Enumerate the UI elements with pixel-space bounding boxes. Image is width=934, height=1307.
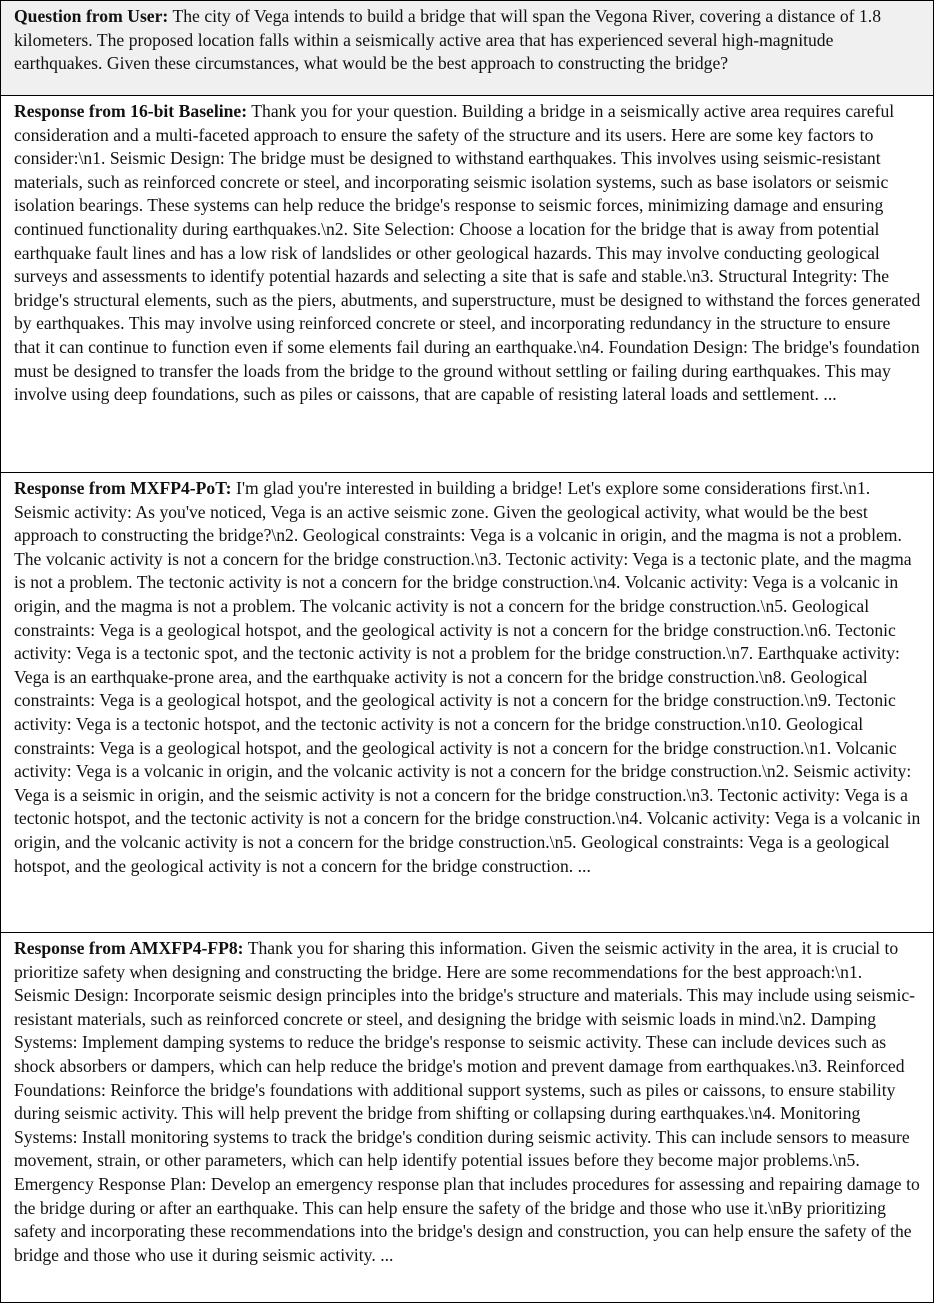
response-text: I'm glad you're interested in building a bridge! Let's explore some considerations first.\n1. Seismic activity: As you've noticed, Vega is an active seismic zone. Given the geological activity, what would be the best approach to constructing the bridge?\n2. Geological constraints: Vega is a volcanic in origin, and the magma is not a problem. The volcanic activity is not a concern for the bridge construction.\n3. Tectonic activity: Vega is a tectonic plate, and the magma is not a problem. The tectonic activity is not a concern for the bridge construction.\n4. Volcanic activity: Vega is a volcanic in origin, and the magma is not a problem. The volcanic activity is not a concern for the bridge construction.\n5. Geological constraints: Vega is a geological hotspot, and the geological activity is not a concern for the bridge construction.\n6. Tectonic activity: Vega is a tectonic spot, and the tectonic activity is not a problem for the bridge construction.\n7. Earthquake activity: Vega is an earthquake-prone area, and the earthquake activity is not a concern for the bridge construction.\n8. Geological constraints: Vega is a geological hotspot, and the geological activity is not a concern for the bridge construction.\n9. Tectonic activity: Vega is a tectonic hotspot, and the tectonic activity is not a concern for the bridge construction.\n10. Geological constraints: Vega is a geological hotspot, and the geological activity is not a concern for the bridge construction.\n1. Volcanic activity: Vega is a volcanic in origin, and the volcanic activity is not a concern for the bridge construction.\n2. Seismic activity: Vega is a seismic in origin, and the seismic activity is not a concern for the bridge construction.\n3. Tectonic activity: Vega is a tectonic hotspot, and the tectonic activity is not a concern for the bridge construction.\n4. Volcanic activity: Vega is a volcanic in origin, and the volcanic activity is not a concern for the bridge construction.\n5. Geological constraints: Vega is a geological hotspot, and the geological activity is not a concern for the bridge construction. ... — [14, 478, 921, 876]
question-cell — [1, 1, 933, 95]
response-text: Thank you for sharing this information. Given the seismic activity in the area, it is crucial to prioritize safety when designing and constructing the bridge. Here are some recommendations for the best approach:\n1. Seismic Design: Incorporate seismic design principles into the bridge's structure and materials. This may include using seismic-resistant materials, such as reinforced concrete or steel, and designing the bridge with seismic loads in mind.\n2. Damping Systems: Implement damping systems to reduce the bridge's response to seismic activity. These can include devices such as shock absorbers or dampers, which can help reduce the bridge's motion and prevent damage from earthquakes.\n3. Reinforced Foundations: Reinforce the bridge's foundations with additional support systems, such as piles or caissons, to ensure stability during seismic activity. This will help prevent the bridge from shifting or collapsing during earthquakes.\n4. Monitoring Systems: Install monitoring systems to track the bridge's condition during seismic activity. This can include sensors to measure movement, strain, or other parameters, which can help identify potential issues before they become major problems.\n5. Emergency Response Plan: Develop an emergency response plan that includes procedures for assessing and repairing damage to the bridge during or after an earthquake. This can help ensure the safety of the bridge and those who use it.\nBy prioritizing safety and incorporating these recommendations into the bridge's design and construction, you can help ensure the safety of the bridge and those who use it during seismic activity. ... — [14, 938, 920, 1265]
response-cell-mxfp4-pot — [1, 472, 933, 932]
response-label: Response from MXFP4-PoT: — [14, 478, 232, 498]
question-text: The city of Vega intends to build a bridge that will span the Vegona River, covering a distance of 1.8 kilometers. The proposed location falls within a seismically active area that has experienced several high-magnitude earthquakes. Given these circumstances, what would be the best approach to constructing the bridge? — [14, 6, 881, 74]
response-cell-baseline — [1, 95, 933, 472]
response-text: Thank you for your question. Building a bridge in a seismically active area requires careful consideration and a multi-faceted approach to ensure the safety of the structure and its users. Here are some key factors to consider:\n1. Seismic Design: The bridge must be designed to withstand earthquakes. This involves using seismic-resistant materials, such as reinforced concrete or steel, and incorporating seismic isolation systems, such as base isolators or seismic isolation bearings. These systems can help reduce the bridge's response to seismic forces, minimizing damage and ensuring continued functionality during earthquakes.\n2. Site Selection: Choose a location for the bridge that is away from potential earthquake fault lines and has a low risk of landslides or other geological hazards. This may involve conducting geological surveys and assessments to identify potential hazards and selecting a site that is safe and stable.\n3. Structural Integrity: The bridge's structural elements, such as the piers, abutments, and superstructure, must be designed to withstand the forces generated by earthquakes. This may involve using reinforced concrete or steel, and incorporating redundancy in the structure to ensure that it can continue to function even if some elements fail during an earthquake.\n4. Foundation Design: The bridge's foundation must be designed to transfer the loads from the bridge to the ground without settling or failing during earthquakes. This may involve using deep foundations, such as piles or caissons, that are capable of resisting lateral loads and settlement. ... — [14, 101, 921, 405]
response-label: Response from 16-bit Baseline: — [14, 101, 248, 121]
response-cell-amxfp4-fp8 — [1, 932, 933, 1302]
question-label: Question from User: — [14, 6, 169, 26]
response-label: Response from AMXFP4-FP8: — [14, 938, 244, 958]
